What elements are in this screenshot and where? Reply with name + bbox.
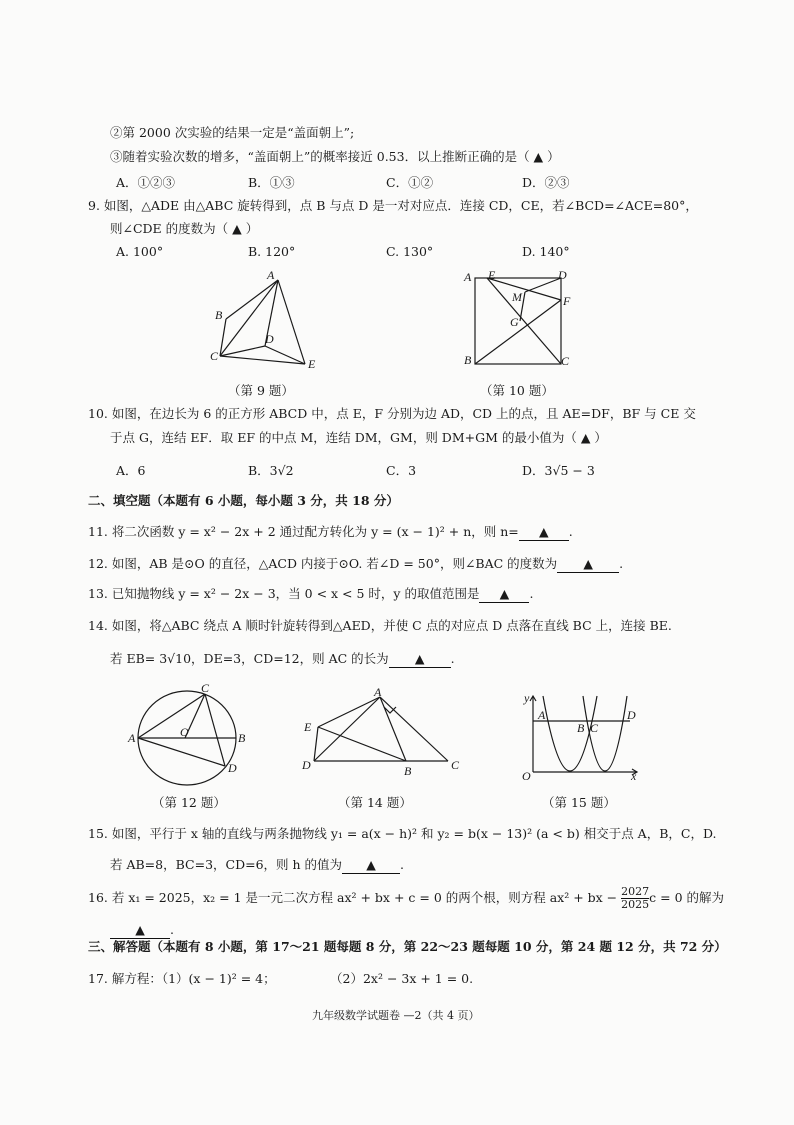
figure-10-caption: （第 10 题） bbox=[480, 383, 554, 398]
fig12-label-d: D bbox=[228, 761, 237, 775]
q13-answer-blank: ▲ bbox=[479, 586, 529, 603]
page-footer: 九年级数学试题卷 —2（共 4 页） bbox=[312, 1009, 480, 1022]
q9-option-c: C. 130° bbox=[386, 244, 434, 259]
fig9-label-d: D bbox=[265, 332, 274, 346]
q9-option-b: B. 120° bbox=[248, 244, 296, 259]
q10-option-a: A．6 bbox=[116, 463, 146, 478]
figure-9-caption: （第 9 题） bbox=[228, 383, 294, 398]
fig14-label-b: B bbox=[404, 764, 412, 778]
figure-14 bbox=[300, 685, 465, 780]
fig9-label-a: A bbox=[267, 268, 275, 282]
q14-text: 若 EB= 3√10，DE=3，CD=12，则 AC 的长为 bbox=[110, 651, 389, 666]
fig15-label-a: A bbox=[538, 708, 546, 722]
q14-end: . bbox=[450, 651, 455, 666]
fig9-label-b: B bbox=[215, 308, 223, 322]
q16-fraction bbox=[621, 886, 649, 911]
fig15-label-d: D bbox=[627, 708, 636, 722]
fig10-label-g: G bbox=[510, 315, 519, 329]
q15-end: . bbox=[400, 857, 405, 872]
q10-option-c: C．3 bbox=[386, 463, 417, 478]
fig10-label-f: F bbox=[563, 294, 571, 308]
figure-12 bbox=[125, 680, 250, 790]
fig15-label-y: y bbox=[524, 691, 530, 705]
q12 bbox=[88, 556, 623, 573]
fig14-label-a: A bbox=[374, 685, 382, 699]
fig12-label-a: A bbox=[128, 731, 136, 745]
q15-stem-line1: 15. 如图，平行于 x 轴的直线与两条抛物线 y₁ = a(x − h)² 和 y₂ = b(x − 13)² (a < b) 相交于点 A，B，C，D. bbox=[88, 826, 717, 841]
fig10-label-m: M bbox=[512, 290, 522, 304]
q10-option-b: B．3√2 bbox=[248, 463, 294, 478]
section-2-heading: 二、填空题（本题有 6 小题，每小题 3 分，共 18 分） bbox=[88, 493, 399, 508]
q12-text: 12. 如图，AB 是⊙O 的直径，△ACD 内接于⊙O. 若∠D = 50°，则∠BAC 的度数为 bbox=[88, 556, 558, 571]
q9-stem-line2: 则∠CDE 的度数为（ ▲ ） bbox=[110, 221, 259, 236]
q8-option-b: B．①③ bbox=[248, 175, 295, 190]
q14-line2 bbox=[110, 651, 455, 668]
q17-part-2: （2）2x² − 3x + 1 = 0. bbox=[330, 971, 474, 986]
fig10-label-a: A bbox=[464, 270, 472, 284]
q16 bbox=[88, 884, 724, 912]
fig14-label-e: E bbox=[304, 720, 312, 734]
q9-option-a: A. 100° bbox=[116, 244, 164, 259]
q16-text-2: c = 0 的解为 bbox=[649, 890, 725, 905]
q16-fraction-denominator: 2025 bbox=[621, 898, 650, 911]
q11-end: . bbox=[568, 524, 573, 539]
figure-14-caption: （第 14 题） bbox=[338, 795, 412, 810]
section-3-heading: 三、解答题（本题有 8 小题，第 17～21 题每题 8 分，第 22～23 题每题 10 分，第 24 题 12 分，共 72 分） bbox=[88, 939, 727, 954]
q12-end: . bbox=[619, 556, 624, 571]
q11-answer-blank: ▲ bbox=[519, 524, 569, 541]
q16-answer-blank: ▲ bbox=[110, 922, 170, 939]
q13-text: 13. 已知抛物线 y = x² − 2x − 3，当 0 < x < 5 时，y 的取值范围是 bbox=[88, 586, 480, 601]
fig12-label-o: O bbox=[180, 725, 189, 739]
q8-option-a: A．①②③ bbox=[116, 175, 176, 190]
q11 bbox=[88, 524, 573, 541]
q16-line2 bbox=[110, 922, 174, 939]
fig10-label-c: C bbox=[561, 354, 570, 368]
fig12-label-b: B bbox=[238, 731, 246, 745]
q13 bbox=[88, 586, 533, 603]
q9-stem-line1: 9. 如图，△ADE 由△ABC 旋转得到，点 B 与点 D 是一对对应点．连接 CD，CE，若∠BCD=∠ACE=80°， bbox=[88, 198, 698, 213]
q8-statement-2: ②第 2000 次实验的结果一定是“盖面朝上”; bbox=[110, 125, 355, 140]
q15-answer-blank: ▲ bbox=[342, 857, 400, 874]
q17-part-1: 17. 解方程：（1）(x − 1)² = 4； bbox=[88, 971, 276, 986]
fig15-label-o: O bbox=[522, 769, 531, 783]
q8-statement-3: ③随着实验次数的增多，“盖面朝上”的概率接近 0.53．以上推断正确的是（ ▲ ） bbox=[110, 149, 560, 164]
fig14-label-d: D bbox=[302, 758, 311, 772]
q15-line2 bbox=[110, 857, 404, 874]
figure-12-caption: （第 12 题） bbox=[152, 795, 226, 810]
fig9-label-e: E bbox=[308, 357, 316, 371]
q14-answer-blank: ▲ bbox=[389, 651, 451, 668]
q13-end: . bbox=[529, 586, 534, 601]
figure-9 bbox=[205, 268, 330, 378]
figure-15 bbox=[515, 688, 645, 783]
q12-answer-blank: ▲ bbox=[557, 556, 619, 573]
q8-option-d: D．②③ bbox=[522, 175, 570, 190]
fig15-label-b: B bbox=[577, 721, 585, 735]
fig9-label-c: C bbox=[210, 349, 219, 363]
q14-stem-line1: 14. 如图，将△ABC 绕点 A 顺时针旋转得到△AED，并使 C 点的对应点 D 点落在直线 BC 上，连接 BE. bbox=[88, 618, 672, 633]
figure-15-caption: （第 15 题） bbox=[542, 795, 616, 810]
fig10-label-e: E bbox=[488, 268, 496, 282]
fig15-label-x: x bbox=[631, 769, 637, 783]
fig12-label-c: C bbox=[201, 681, 210, 695]
q16-end: . bbox=[170, 922, 174, 937]
fig14-label-c: C bbox=[451, 758, 460, 772]
figure-10 bbox=[455, 266, 580, 376]
q10-stem-line1: 10. 如图，在边长为 6 的正方形 ABCD 中，点 E，F 分别为边 AD，CD 上的点，且 AE=DF，BF 与 CE 交 bbox=[88, 406, 696, 421]
q15-text: 若 AB=8，BC=3，CD=6，则 h 的值为 bbox=[110, 857, 343, 872]
q16-text: 16. 若 x₁ = 2025，x₂ = 1 是一元二次方程 ax² + bx + c = 0 的两个根，则方程 ax² + bx − bbox=[88, 890, 618, 905]
q10-stem-line2: 于点 G，连结 EF．取 EF 的中点 M，连结 DM，GM，则 DM+GM 的最小值为（ ▲ ） bbox=[110, 430, 607, 445]
fig10-label-d: D bbox=[558, 268, 567, 282]
q10-option-d: D．3√5 − 3 bbox=[522, 463, 595, 478]
q9-option-d: D. 140° bbox=[522, 244, 570, 259]
fig15-label-c: C bbox=[590, 721, 599, 735]
q8-option-c: C．①② bbox=[386, 175, 434, 190]
q16-fraction-numerator: 2027 bbox=[621, 885, 650, 898]
fig10-label-b: B bbox=[464, 353, 472, 367]
q11-text: 11. 将二次函数 y = x² − 2x + 2 通过配方转化为 y = (x − 1)² + n，则 n= bbox=[88, 524, 519, 539]
